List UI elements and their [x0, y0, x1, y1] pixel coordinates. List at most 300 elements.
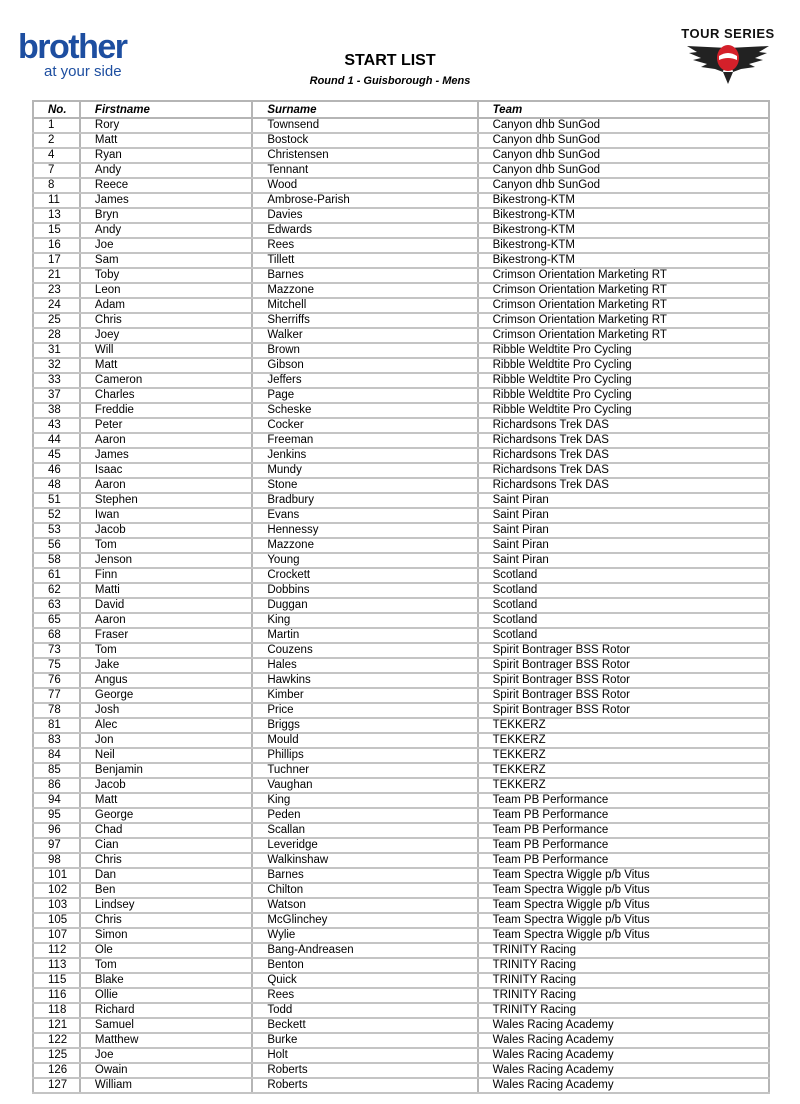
cell-no: 52 — [33, 508, 80, 523]
cell-firstname: Matthew — [80, 1033, 252, 1048]
cell-team: Spirit Bontrager BSS Rotor — [478, 643, 769, 658]
cell-surname: Cocker — [252, 418, 477, 433]
cell-team: Scotland — [478, 583, 769, 598]
cell-no: 112 — [33, 943, 80, 958]
cell-team: Richardsons Trek DAS — [478, 478, 769, 493]
cell-no: 94 — [33, 793, 80, 808]
brother-logo — [18, 30, 178, 82]
cell-team: Saint Piran — [478, 523, 769, 538]
cell-team: Scotland — [478, 568, 769, 583]
cell-no: 84 — [33, 748, 80, 763]
column-header-firstname: Firstname — [80, 101, 252, 118]
cell-firstname: Neil — [80, 748, 252, 763]
cell-no: 121 — [33, 1018, 80, 1033]
cell-team: Team PB Performance — [478, 838, 769, 853]
cell-surname: Kimber — [252, 688, 477, 703]
cell-surname: Duggan — [252, 598, 477, 613]
cell-surname: Beckett — [252, 1018, 477, 1033]
cell-firstname: Finn — [80, 568, 252, 583]
cell-team: Saint Piran — [478, 493, 769, 508]
cell-firstname: Matt — [80, 358, 252, 373]
cell-no: 63 — [33, 598, 80, 613]
table-row — [33, 343, 769, 358]
cell-surname: Barnes — [252, 268, 477, 283]
cell-team: Crimson Orientation Marketing RT — [478, 268, 769, 283]
cell-firstname: George — [80, 688, 252, 703]
cell-surname: Stone — [252, 478, 477, 493]
cell-surname: King — [252, 793, 477, 808]
cell-no: 11 — [33, 193, 80, 208]
cell-team: TRINITY Racing — [478, 988, 769, 1003]
cell-firstname: James — [80, 448, 252, 463]
cell-no: 113 — [33, 958, 80, 973]
cell-team: Team PB Performance — [478, 808, 769, 823]
cell-firstname: Benjamin — [80, 763, 252, 778]
cell-team: Bikestrong-KTM — [478, 208, 769, 223]
cell-no: 101 — [33, 868, 80, 883]
cell-surname: Barnes — [252, 868, 477, 883]
table-row — [33, 568, 769, 583]
table-row — [33, 868, 769, 883]
table-row — [33, 613, 769, 628]
table-row — [33, 1048, 769, 1063]
cell-surname: Jenkins — [252, 448, 477, 463]
cell-no: 56 — [33, 538, 80, 553]
cell-no: 43 — [33, 418, 80, 433]
cell-no: 115 — [33, 973, 80, 988]
cell-surname: Jeffers — [252, 373, 477, 388]
cell-no: 103 — [33, 898, 80, 913]
table-row — [33, 808, 769, 823]
cell-surname: Hales — [252, 658, 477, 673]
cell-firstname: Jake — [80, 658, 252, 673]
cell-firstname: Reece — [80, 178, 252, 193]
cell-team: Ribble Weldtite Pro Cycling — [478, 373, 769, 388]
cell-surname: Crockett — [252, 568, 477, 583]
table-row — [33, 208, 769, 223]
cell-surname: Benton — [252, 958, 477, 973]
cell-surname: Rees — [252, 988, 477, 1003]
cell-surname: Tillett — [252, 253, 477, 268]
cell-firstname: Matti — [80, 583, 252, 598]
cell-no: 25 — [33, 313, 80, 328]
cell-no: 68 — [33, 628, 80, 643]
table-row — [33, 523, 769, 538]
cell-surname: Chilton — [252, 883, 477, 898]
cell-team: Spirit Bontrager BSS Rotor — [478, 703, 769, 718]
cell-surname: King — [252, 613, 477, 628]
table-row — [33, 793, 769, 808]
table-row — [33, 448, 769, 463]
cell-team: Crimson Orientation Marketing RT — [478, 313, 769, 328]
cell-team: Team PB Performance — [478, 853, 769, 868]
cell-surname: Leveridge — [252, 838, 477, 853]
cell-team: TEKKERZ — [478, 733, 769, 748]
table-row — [33, 418, 769, 433]
table-row — [33, 538, 769, 553]
cell-team: Team PB Performance — [478, 823, 769, 838]
cell-team: Wales Racing Academy — [478, 1033, 769, 1048]
cell-firstname: Sam — [80, 253, 252, 268]
cell-no: 76 — [33, 673, 80, 688]
cell-team: Team PB Performance — [478, 793, 769, 808]
cell-team: Ribble Weldtite Pro Cycling — [478, 343, 769, 358]
table-row — [33, 328, 769, 343]
cell-firstname: Cameron — [80, 373, 252, 388]
cell-no: 7 — [33, 163, 80, 178]
cell-no: 13 — [33, 208, 80, 223]
cell-firstname: Ryan — [80, 148, 252, 163]
cell-no: 118 — [33, 1003, 80, 1018]
cell-firstname: Ole — [80, 943, 252, 958]
cell-firstname: Joey — [80, 328, 252, 343]
cell-firstname: Tom — [80, 958, 252, 973]
cell-firstname: Chris — [80, 853, 252, 868]
cell-firstname: Andy — [80, 163, 252, 178]
cell-firstname: Matt — [80, 133, 252, 148]
cell-team: Team Spectra Wiggle p/b Vitus — [478, 898, 769, 913]
cell-surname: Wood — [252, 178, 477, 193]
cell-no: 21 — [33, 268, 80, 283]
cell-surname: Gibson — [252, 358, 477, 373]
table-row — [33, 778, 769, 793]
cell-firstname: Adam — [80, 298, 252, 313]
cell-no: 8 — [33, 178, 80, 193]
table-row — [33, 703, 769, 718]
cell-firstname: Peter — [80, 418, 252, 433]
cell-team: Spirit Bontrager BSS Rotor — [478, 688, 769, 703]
cell-firstname: Rory — [80, 118, 252, 133]
cell-no: 86 — [33, 778, 80, 793]
cell-surname: Townsend — [252, 118, 477, 133]
table-row — [33, 358, 769, 373]
cell-team: TRINITY Racing — [478, 943, 769, 958]
cell-no: 28 — [33, 328, 80, 343]
table-row — [33, 823, 769, 838]
table-header-row — [33, 101, 769, 118]
cell-no: 75 — [33, 658, 80, 673]
cell-team: TEKKERZ — [478, 778, 769, 793]
table-row — [33, 178, 769, 193]
cell-surname: Mould — [252, 733, 477, 748]
cell-team: Ribble Weldtite Pro Cycling — [478, 403, 769, 418]
brother-logo-word: brother — [18, 28, 127, 66]
table-row — [33, 898, 769, 913]
cell-no: 33 — [33, 373, 80, 388]
cell-team: Canyon dhb SunGod — [478, 178, 769, 193]
table-row — [33, 733, 769, 748]
cell-team: Spirit Bontrager BSS Rotor — [478, 658, 769, 673]
table-row — [33, 148, 769, 163]
cell-surname: Young — [252, 553, 477, 568]
cell-no: 116 — [33, 988, 80, 1003]
table-body — [33, 118, 769, 1093]
cell-firstname: Aaron — [80, 613, 252, 628]
cell-no: 32 — [33, 358, 80, 373]
table-row — [33, 133, 769, 148]
table-row — [33, 193, 769, 208]
cell-no: 81 — [33, 718, 80, 733]
cell-no: 73 — [33, 643, 80, 658]
cell-team: Team Spectra Wiggle p/b Vitus — [478, 913, 769, 928]
table-row — [33, 1033, 769, 1048]
cell-team: Saint Piran — [478, 508, 769, 523]
cell-surname: Walker — [252, 328, 477, 343]
cell-team: Crimson Orientation Marketing RT — [478, 328, 769, 343]
cell-team: Spirit Bontrager BSS Rotor — [478, 673, 769, 688]
cell-surname: Rees — [252, 238, 477, 253]
cell-no: 46 — [33, 463, 80, 478]
cell-surname: Mundy — [252, 463, 477, 478]
table-row — [33, 763, 769, 778]
cell-team: Wales Racing Academy — [478, 1078, 769, 1093]
table-row — [33, 913, 769, 928]
cell-surname: Holt — [252, 1048, 477, 1063]
cell-firstname: Ben — [80, 883, 252, 898]
cell-firstname: Ollie — [80, 988, 252, 1003]
table-row — [33, 298, 769, 313]
cell-surname: Scallan — [252, 823, 477, 838]
cell-team: TRINITY Racing — [478, 1003, 769, 1018]
cell-no: 48 — [33, 478, 80, 493]
cell-no: 16 — [33, 238, 80, 253]
table-row — [33, 1003, 769, 1018]
cell-surname: Quick — [252, 973, 477, 988]
cell-no: 24 — [33, 298, 80, 313]
cell-team: Crimson Orientation Marketing RT — [478, 283, 769, 298]
cell-surname: Walkinshaw — [252, 853, 477, 868]
cell-firstname: Tom — [80, 538, 252, 553]
cell-team: Team Spectra Wiggle p/b Vitus — [478, 928, 769, 943]
cell-surname: Phillips — [252, 748, 477, 763]
page-subtitle: Round 1 - Guisborough - Mens — [309, 75, 471, 87]
cell-no: 38 — [33, 403, 80, 418]
table-row — [33, 223, 769, 238]
cell-firstname: Tom — [80, 643, 252, 658]
cell-no: 53 — [33, 523, 80, 538]
cell-surname: Wylie — [252, 928, 477, 943]
table-row — [33, 583, 769, 598]
cell-team: Crimson Orientation Marketing RT — [478, 298, 769, 313]
table-row — [33, 373, 769, 388]
cell-surname: Edwards — [252, 223, 477, 238]
cell-surname: Mitchell — [252, 298, 477, 313]
cell-surname: Hawkins — [252, 673, 477, 688]
cell-no: 125 — [33, 1048, 80, 1063]
table-row — [33, 463, 769, 478]
cell-team: Wales Racing Academy — [478, 1018, 769, 1033]
table-row — [33, 493, 769, 508]
cell-firstname: Charles — [80, 388, 252, 403]
cell-team: Canyon dhb SunGod — [478, 133, 769, 148]
cell-team: TEKKERZ — [478, 763, 769, 778]
cell-surname: Vaughan — [252, 778, 477, 793]
cell-surname: Freeman — [252, 433, 477, 448]
cell-team: Richardsons Trek DAS — [478, 433, 769, 448]
table-row — [33, 553, 769, 568]
table-row — [33, 388, 769, 403]
cell-surname: Hennessy — [252, 523, 477, 538]
cell-firstname: Richard — [80, 1003, 252, 1018]
table-row — [33, 883, 769, 898]
cell-no: 65 — [33, 613, 80, 628]
cell-firstname: Jacob — [80, 523, 252, 538]
table-row — [33, 658, 769, 673]
cell-firstname: Simon — [80, 928, 252, 943]
cell-firstname: David — [80, 598, 252, 613]
cell-no: 51 — [33, 493, 80, 508]
cell-firstname: Bryn — [80, 208, 252, 223]
cell-firstname: Alec — [80, 718, 252, 733]
cell-surname: Brown — [252, 343, 477, 358]
cell-team: Canyon dhb SunGod — [478, 118, 769, 133]
cell-no: 102 — [33, 883, 80, 898]
cell-team: Richardsons Trek DAS — [478, 448, 769, 463]
cell-team: Richardsons Trek DAS — [478, 418, 769, 433]
cell-team: Bikestrong-KTM — [478, 193, 769, 208]
cell-firstname: Joe — [80, 1048, 252, 1063]
column-header-no: No. — [33, 101, 80, 118]
cell-no: 17 — [33, 253, 80, 268]
cell-no: 23 — [33, 283, 80, 298]
table-row — [33, 748, 769, 763]
cell-team: Canyon dhb SunGod — [478, 163, 769, 178]
cell-firstname: Matt — [80, 793, 252, 808]
cell-firstname: Aaron — [80, 433, 252, 448]
cell-surname: Tuchner — [252, 763, 477, 778]
cell-surname: Roberts — [252, 1078, 477, 1093]
table-row — [33, 163, 769, 178]
cell-team: Bikestrong-KTM — [478, 238, 769, 253]
cell-team: TRINITY Racing — [478, 958, 769, 973]
table-row — [33, 943, 769, 958]
cell-surname: Briggs — [252, 718, 477, 733]
cell-surname: Couzens — [252, 643, 477, 658]
cell-firstname: Cian — [80, 838, 252, 853]
cell-firstname: Will — [80, 343, 252, 358]
cell-no: 1 — [33, 118, 80, 133]
cell-firstname: Josh — [80, 703, 252, 718]
table-row — [33, 673, 769, 688]
cell-firstname: Fraser — [80, 628, 252, 643]
cell-firstname: Isaac — [80, 463, 252, 478]
cell-surname: Watson — [252, 898, 477, 913]
cell-surname: Martin — [252, 628, 477, 643]
cell-team: Canyon dhb SunGod — [478, 148, 769, 163]
table-row — [33, 508, 769, 523]
table-row — [33, 598, 769, 613]
cell-team: TRINITY Racing — [478, 973, 769, 988]
column-header-surname: Surname — [252, 101, 477, 118]
cell-firstname: Angus — [80, 673, 252, 688]
cell-no: 58 — [33, 553, 80, 568]
cell-no: 61 — [33, 568, 80, 583]
table-row — [33, 403, 769, 418]
cell-team: Wales Racing Academy — [478, 1063, 769, 1078]
cell-firstname: Freddie — [80, 403, 252, 418]
cell-no: 62 — [33, 583, 80, 598]
cell-firstname: Dan — [80, 868, 252, 883]
cell-no: 77 — [33, 688, 80, 703]
cell-firstname: Blake — [80, 973, 252, 988]
cell-surname: Todd — [252, 1003, 477, 1018]
cell-surname: Page — [252, 388, 477, 403]
table-row — [33, 313, 769, 328]
cell-no: 45 — [33, 448, 80, 463]
cell-team: Bikestrong-KTM — [478, 253, 769, 268]
cell-no: 44 — [33, 433, 80, 448]
cell-surname: Dobbins — [252, 583, 477, 598]
cell-no: 127 — [33, 1078, 80, 1093]
cell-no: 2 — [33, 133, 80, 148]
cell-firstname: Leon — [80, 283, 252, 298]
table-row — [33, 283, 769, 298]
cell-team: Ribble Weldtite Pro Cycling — [478, 388, 769, 403]
table-row — [33, 688, 769, 703]
cell-firstname: William — [80, 1078, 252, 1093]
cell-no: 95 — [33, 808, 80, 823]
cell-firstname: Chris — [80, 913, 252, 928]
tour-series-logo-text: TOUR SERIES — [681, 26, 775, 41]
table-row — [33, 718, 769, 733]
cell-team: Scotland — [478, 613, 769, 628]
cell-surname: Bradbury — [252, 493, 477, 508]
table-row — [33, 628, 769, 643]
cell-firstname: Jon — [80, 733, 252, 748]
cell-surname: Davies — [252, 208, 477, 223]
cell-surname: Ambrose-Parish — [252, 193, 477, 208]
cell-surname: Bang-Andreasen — [252, 943, 477, 958]
cell-team: Scotland — [478, 598, 769, 613]
table-row — [33, 1063, 769, 1078]
cell-firstname: Toby — [80, 268, 252, 283]
cell-surname: McGlinchey — [252, 913, 477, 928]
table-row — [33, 643, 769, 658]
table-row — [33, 838, 769, 853]
cell-firstname: Aaron — [80, 478, 252, 493]
cell-team: Team Spectra Wiggle p/b Vitus — [478, 883, 769, 898]
cell-team: Team Spectra Wiggle p/b Vitus — [478, 868, 769, 883]
winged-helmet-icon — [683, 42, 773, 86]
cell-firstname: Chris — [80, 313, 252, 328]
cell-no: 126 — [33, 1063, 80, 1078]
cell-no: 83 — [33, 733, 80, 748]
table-row — [33, 958, 769, 973]
table-row — [33, 433, 769, 448]
cell-firstname: Jacob — [80, 778, 252, 793]
table-row — [33, 1078, 769, 1093]
table-row — [33, 478, 769, 493]
brother-logo-tagline: at your side — [44, 63, 122, 80]
table-row — [33, 1018, 769, 1033]
cell-no: 98 — [33, 853, 80, 868]
cell-firstname: George — [80, 808, 252, 823]
cell-surname: Mazzone — [252, 538, 477, 553]
cell-team: Saint Piran — [478, 538, 769, 553]
cell-surname: Bostock — [252, 133, 477, 148]
cell-no: 97 — [33, 838, 80, 853]
cell-firstname: Lindsey — [80, 898, 252, 913]
cell-firstname: James — [80, 193, 252, 208]
cell-surname: Price — [252, 703, 477, 718]
cell-team: Ribble Weldtite Pro Cycling — [478, 358, 769, 373]
cell-no: 78 — [33, 703, 80, 718]
cell-firstname: Iwan — [80, 508, 252, 523]
cell-firstname: Samuel — [80, 1018, 252, 1033]
cell-team: Wales Racing Academy — [478, 1048, 769, 1063]
table-row — [33, 253, 769, 268]
table-row — [33, 988, 769, 1003]
